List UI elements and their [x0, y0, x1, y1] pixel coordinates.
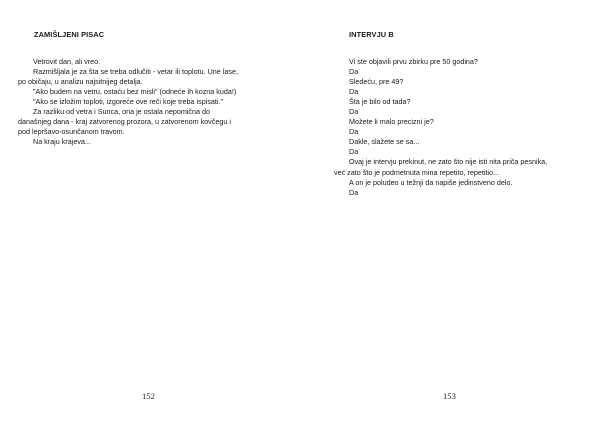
left-page-title: ZAMIŠLJENI PISAC — [34, 30, 105, 39]
text-line: Da — [349, 107, 359, 117]
text-line: Dakle, slažete se sa... — [349, 137, 420, 147]
text-line: Ovaj je intervju prekinut, ne zato što nije isti nita priča pesnika, — [349, 157, 548, 167]
text-line: već zato što je podmetnuta mina repetito, repetitio... — [334, 167, 500, 177]
text-line: današnjeg dana - kraj zatvorenog prozora, u zatvorenom kovčegu i — [18, 117, 231, 127]
left-page-number: 152 — [142, 391, 155, 401]
text-line: Da — [349, 67, 359, 77]
text-line: Sledeću, pre 49? — [349, 77, 404, 87]
left-page-body — [18, 57, 288, 147]
text-line: Da — [349, 127, 359, 137]
text-line: Za razliku od vetra i Sunca, ona je ostala nepomična do — [33, 107, 210, 117]
text-line: "Ako se izložim toploti, izgoreće ove reči koje treba ispisati." — [33, 97, 224, 107]
text-line: Vi ste objavili prvu zbirku pre 50 godina? — [349, 57, 478, 66]
right-page-title: INTERVJU B — [349, 30, 394, 39]
text-line: Možete li malo precizni je? — [349, 117, 434, 127]
right-page-number: 153 — [443, 391, 456, 401]
text-line: pod lepršavo-osunčanom travom. — [18, 127, 125, 137]
text-line: Šta je bilo od tada? — [349, 97, 411, 107]
text-line: "Ako budem na vetru, ostaću bez misli" (odneće ih kozna kuda!) — [33, 87, 237, 97]
right-page — [300, 0, 600, 428]
text-line: Razmišljala je za šta se treba odlučiti - vetar ili toplotu. Une lase, — [33, 67, 238, 77]
text-line: po običaju, u analizu najsitnijeg detalja. — [18, 77, 143, 87]
text-line: Da — [349, 87, 359, 97]
text-line: Da — [349, 187, 359, 197]
right-page-body — [334, 57, 596, 198]
text-line: Da — [349, 147, 359, 157]
text-line: Vetrovit dan, ali vreo. — [33, 57, 101, 66]
text-line: A on je poludeo u težnji da napiše jedinstveno delo. — [349, 177, 513, 187]
text-line: Na kraju krajeva... — [33, 137, 91, 147]
